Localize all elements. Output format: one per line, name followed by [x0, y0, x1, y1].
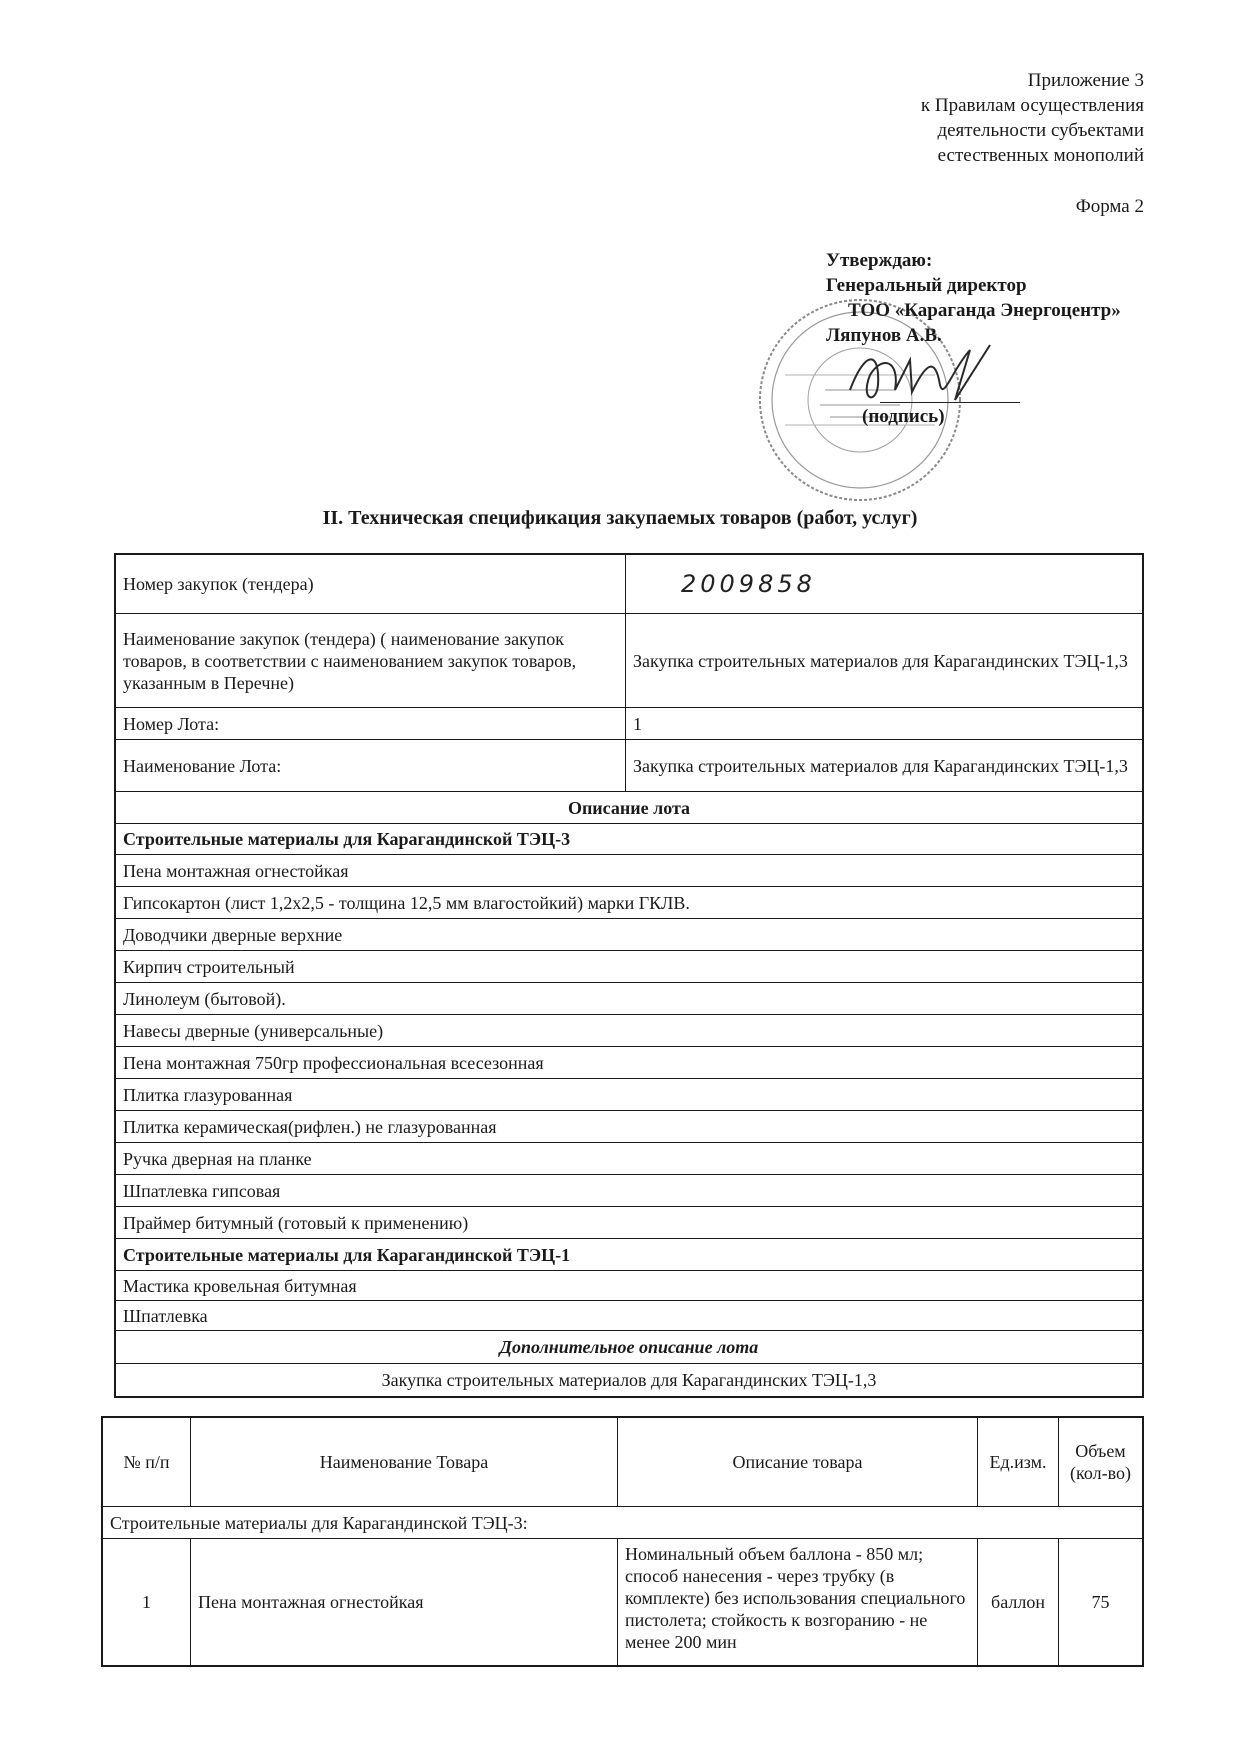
lot-number-value: 1	[633, 713, 642, 734]
lot-item: Навесы дверные (универсальные)	[123, 1020, 384, 1041]
additional-title-row	[116, 1331, 1142, 1364]
purchase-number-label: Номер закупок (тендера)	[116, 555, 626, 613]
lot-name-row	[116, 740, 1142, 792]
lot-item: Шпатлевка	[123, 1305, 208, 1326]
column-header-name: Наименование Товара	[191, 1418, 618, 1506]
lot-name-value: Закупка строительных материалов для Карагандинских ТЭЦ-1,3	[633, 755, 1128, 776]
tender-info-block	[114, 553, 1144, 1398]
lot-item: Гипсокартон (лист 1,2х2,5 - толщина 12,5 мм влагостойкий) марки ГКЛВ.	[123, 892, 690, 913]
row-quantity: 75	[1091, 1592, 1110, 1612]
table-row	[103, 1539, 1142, 1665]
additional-subtitle-row	[116, 1364, 1142, 1396]
list-item	[116, 919, 1142, 951]
purchase-name-value: Закупка строительных материалов для Карагандинских ТЭЦ-1,3	[633, 650, 1128, 671]
lot-description-title-row	[116, 792, 1142, 824]
list-item	[116, 1079, 1142, 1111]
section-title: II. Техническая спецификация закупаемых товаров (работ, услуг)	[322, 507, 918, 529]
purchase-number-row	[116, 555, 1142, 614]
row-number: 1	[103, 1539, 191, 1665]
appendix-line: деятельности субъектами	[937, 120, 1144, 141]
form-label: Форма 2	[1075, 196, 1144, 217]
lot-item: Линолеум (бытовой).	[123, 988, 286, 1009]
lot-item: Шпатлевка гипсовая	[123, 1180, 281, 1201]
approval-line: Генеральный директор	[826, 275, 1027, 296]
lot-item: Ручка дверная на планке	[123, 1148, 312, 1169]
column-header-number: № п/п	[103, 1418, 191, 1506]
purchase-number-value: 2009858	[681, 570, 816, 598]
list-item	[116, 1207, 1142, 1239]
approval-company: ТОО «Караганда Энергоцентр»	[848, 300, 1121, 321]
list-item	[116, 1175, 1142, 1207]
column-header-unit: Ед.изм.	[978, 1418, 1059, 1506]
lot-item: Пена монтажная 750гр профессиональная всесезонная	[123, 1052, 544, 1073]
row-unit: баллон	[978, 1539, 1059, 1665]
group-title-row	[116, 824, 1142, 855]
signature-line	[880, 402, 1020, 403]
row-name: Пена монтажная огнестойкая	[191, 1539, 618, 1665]
additional-description-subtitle: Закупка строительных материалов для Карагандинских ТЭЦ-1,3	[381, 1370, 877, 1390]
appendix-line: к Правилам осуществления	[920, 95, 1144, 116]
lot-number-label: Номер Лота:	[116, 708, 626, 739]
lot-item: Мастика кровельная битумная	[123, 1275, 357, 1296]
column-header-description: Описание товара	[618, 1418, 978, 1506]
appendix-line: естественных монополий	[937, 145, 1144, 166]
group-title-row	[116, 1239, 1142, 1271]
lot-number-row	[116, 708, 1142, 740]
group2-title: Строительные материалы для Карагандинской ТЭЦ-1	[123, 1244, 571, 1265]
lot-description-title: Описание лота	[567, 797, 691, 818]
list-item	[116, 1111, 1142, 1143]
list-item	[116, 1143, 1142, 1175]
list-item	[116, 951, 1142, 983]
list-item	[116, 1047, 1142, 1079]
list-item	[116, 983, 1142, 1015]
purchase-name-label: Наименование закупок (тендера) ( наименование закупок товаров, в соответствии с наименованием закупок товаров, указанным в Перечне)	[116, 614, 626, 707]
list-item	[116, 1015, 1142, 1047]
list-item	[116, 1301, 1142, 1331]
lot-item: Плитка глазурованная	[123, 1084, 293, 1105]
lot-item: Праймер битумный (готовый к применению)	[123, 1212, 469, 1233]
lot-name-label: Наименование Лота:	[116, 740, 626, 791]
column-header-quantity: Объем (кол-во)	[1070, 1441, 1131, 1483]
lot-item: Доводчики дверные верхние	[123, 924, 343, 945]
table-header-row	[103, 1418, 1142, 1507]
lot-item: Плитка керамическая(рифлен.) не глазурованная	[123, 1116, 497, 1137]
approval-block	[826, 248, 1121, 348]
signature-caption: (подпись)	[862, 406, 945, 427]
group1-title: Строительные материалы для Карагандинской ТЭЦ-3	[123, 829, 571, 849]
purchase-name-row	[116, 614, 1142, 708]
appendix-reference	[724, 68, 1144, 168]
table-group-row	[103, 1507, 1142, 1539]
row-description: Номинальный объем баллона - 850 мл; способ нанесения - через трубку (в комплекте) без использования специального пистолета; стойкость к возгоранию - не менее 200 мин	[618, 1539, 978, 1665]
table-group-title: Строительные материалы для Карагандинской ТЭЦ-3:	[110, 1512, 528, 1533]
goods-table	[101, 1416, 1144, 1667]
lot-item: Кирпич строительный	[123, 956, 295, 977]
list-item	[116, 1271, 1142, 1301]
appendix-line: Приложение 3	[1027, 70, 1144, 91]
list-item	[116, 855, 1142, 887]
list-item	[116, 887, 1142, 919]
approval-line: Утверждаю:	[826, 250, 933, 271]
additional-description-title: Дополнительное описание лота	[499, 1337, 759, 1357]
approval-signatory: Ляпунов А.В.	[826, 325, 942, 346]
lot-item: Пена монтажная огнестойкая	[123, 860, 349, 881]
